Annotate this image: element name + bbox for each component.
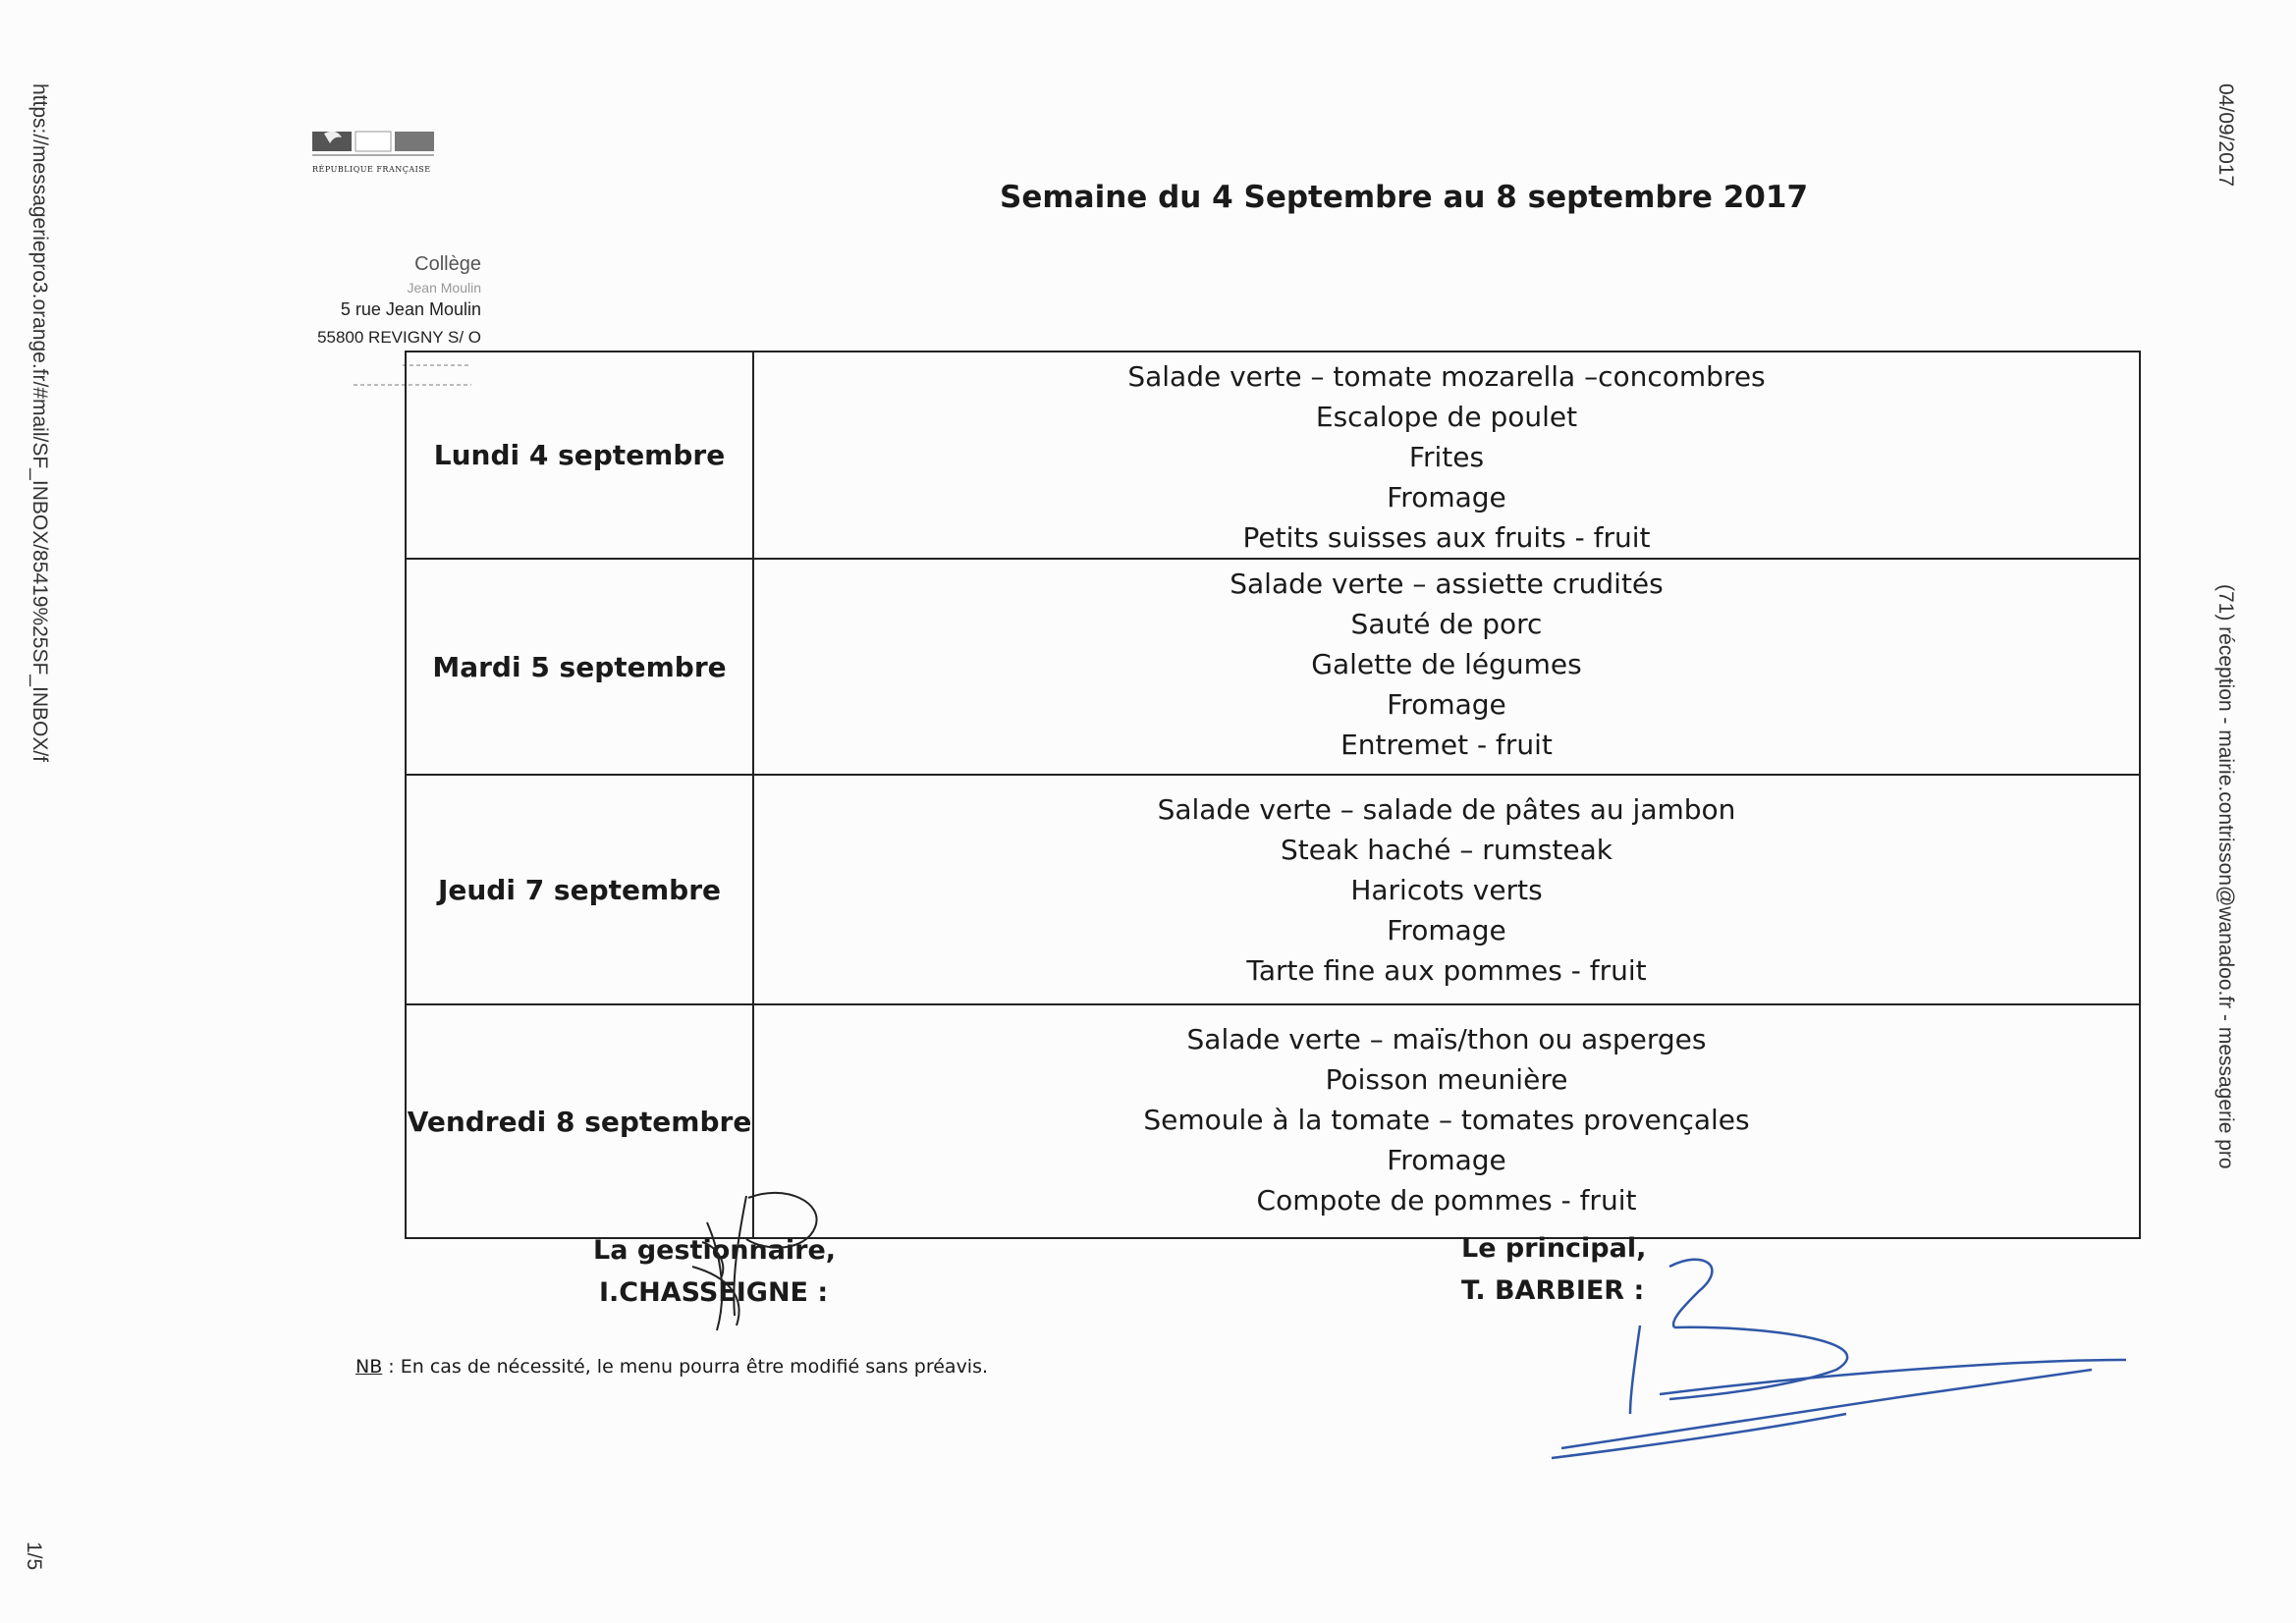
republique-logo xyxy=(312,126,440,174)
dish-item: Tarte fine aux pommes - fruit xyxy=(1246,954,1647,987)
dish-item: Entremet - fruit xyxy=(1340,729,1553,761)
dish-item: Escalope de poulet xyxy=(1315,401,1578,433)
school-name: Collège xyxy=(414,253,481,275)
dish-item: Fromage xyxy=(1387,914,1506,947)
scan-url-margin: https://messageriepro3.orange.fr/#mail/SF_INBOX/85419%25SF_INBOX/f xyxy=(28,83,51,763)
dish-list xyxy=(753,559,2140,775)
day-label: Mardi 5 septembre xyxy=(406,559,753,775)
dish-item: Salade verte – tomate mozarella –concombres xyxy=(1127,360,1766,393)
footnote xyxy=(355,1356,988,1378)
day-label: Lundi 4 septembre xyxy=(406,352,753,559)
dish-list xyxy=(753,352,2140,559)
dish-item: Salade verte – salade de pâtes au jambon xyxy=(1157,793,1736,826)
page-number: 1/5 xyxy=(23,1542,45,1571)
dish-item: Fromage xyxy=(1387,688,1506,721)
table-row xyxy=(406,1004,2140,1238)
marianne-logo-icon xyxy=(312,126,440,159)
signature-block-gestionnaire xyxy=(593,1235,836,1308)
day-label: Jeudi 7 septembre xyxy=(406,775,753,1004)
table-row xyxy=(406,775,2140,1004)
school-subname: Jean Moulin xyxy=(407,280,481,296)
school-city: 55800 REVIGNY S/ O xyxy=(317,328,481,347)
principal-name: T. BARBIER : xyxy=(1461,1275,1645,1306)
page-title: Semaine du 4 Septembre au 8 septembre 2017 xyxy=(1000,180,1809,215)
scan-date: 04/09/2017 xyxy=(2214,83,2237,188)
republique-francaise-text: RÉPUBLIQUE FRANÇAISE xyxy=(312,165,431,174)
table-row xyxy=(406,352,2140,559)
dish-item: Poisson meunière xyxy=(1325,1063,1568,1096)
gestionnaire-name: I.CHASSEIGNE : xyxy=(599,1277,829,1308)
signature-block-principal xyxy=(1461,1233,1646,1306)
dish-item: Frites xyxy=(1408,441,1485,473)
dish-item: Fromage xyxy=(1387,481,1506,514)
footnote-text: : En cas de nécessité, le menu pourra être modifié sans préavis. xyxy=(382,1356,989,1378)
gestionnaire-role: La gestionnaire, xyxy=(593,1235,837,1266)
principal-role: Le principal, xyxy=(1461,1233,1647,1264)
dish-item: Galette de légumes xyxy=(1311,648,1582,680)
day-label: Vendredi 8 septembre xyxy=(406,1004,753,1238)
dish-item: Sauté de porc xyxy=(1350,608,1543,640)
menu-table xyxy=(405,351,2141,1239)
dish-item: Compote de pommes - fruit xyxy=(1256,1184,1637,1217)
dish-item: Steak haché – rumsteak xyxy=(1280,834,1613,866)
dish-list xyxy=(753,775,2140,1004)
dish-item: Haricots verts xyxy=(1350,874,1543,906)
table-row xyxy=(406,559,2140,775)
dish-list xyxy=(753,1004,2140,1238)
dish-item: Fromage xyxy=(1387,1144,1506,1176)
dish-item: Salade verte – maïs/thon ou asperges xyxy=(1186,1023,1707,1055)
dish-item: Petits suisses aux fruits - fruit xyxy=(1242,521,1651,554)
dish-item: Salade verte – assiette crudités xyxy=(1230,568,1664,600)
school-street: 5 rue Jean Moulin xyxy=(340,299,481,319)
scan-source-margin: (71) réception - mairie.contrisson@wanadoo.fr - messagerie pro xyxy=(2214,584,2237,1169)
footnote-prefix: NB xyxy=(355,1356,383,1378)
dish-item: Semoule à la tomate – tomates provençales xyxy=(1143,1104,1750,1136)
